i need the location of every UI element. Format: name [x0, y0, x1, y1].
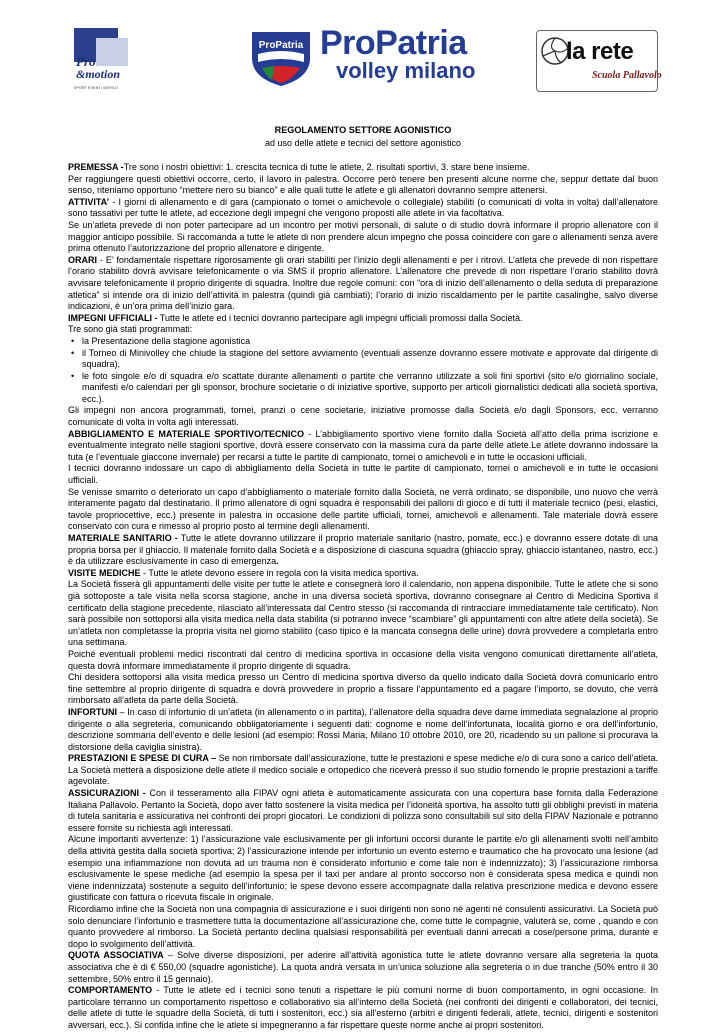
- shield-text: ProPatria: [258, 40, 304, 51]
- la-rete-logo: [536, 28, 660, 94]
- promotion-logo: [74, 28, 128, 94]
- paragraph: Poiché eventuali problemi medici riscontrati dal centro di medicina sportiva in occasione della visita vengono comunicati direttamente all’atleta, questa dovrà informare immediatamente il proprio dirigente di squadra.: [68, 648, 658, 671]
- paragraph-text: - L’abbigliamento sportivo viene fornito dalla Società all’atto della prima iscrizione e eventualmente integrato nelle stagioni sportive, dovrà essere conservato con la massima cura da parte delle atlete.Le atlete dovranno indossare la tuta (e l’eventuale giaccone invernale) per recarsi a tutte le partite di campionato, tornei o amichevoli e in tutte le occasioni ufficiali.: [68, 428, 658, 462]
- paragraph: [68, 950, 658, 985]
- paragraph-text: – Solve diverse disposizioni, per aderire all’attività agonistica tutte le atlete dovranno versare alla segreteria la quota associativa che è di € 550,00 (squadre agonistiche). La quota andrà versata in un’unica soluzione alla segreteria o in due tranche (50% entro il 30 settembre, 50% entro il 15 gennaio).: [68, 950, 658, 984]
- paragraph: La Società fisserà gli appuntamenti delle visite per tutte le atlete e consegnerà loro il calendario, non appena disponibile. Tutte le atlete che si sono già sottoposte a tale visita nella scorsa stagione, anche in una diversa società sportiva, dovranno consegnare al Centro di Medicina Sportiva il certificato della stagione precedente, rilasciato all’interessata dal Centro stesso (si raccomanda di rintracciare immediatamente tale certificato). Non sarà possibile non sottoporsi alla visita medica nella data stabilita (si potranno invece “scambiare” gli appuntamenti con altre atlete della società). Se un’atleta non completasse la propria visita nel giorno stabilito (caso tipico è la mancata consegna delle urine) dovrà provvedere a completarla entro una settimana.: [68, 579, 658, 648]
- paragraph: [68, 985, 658, 1031]
- paragraph: [68, 197, 658, 220]
- bullet-list: [68, 336, 658, 406]
- paragraph: Se venisse smarrito o deteriorato un capo d’abbigliamento o materiale fornito dalla Società, ne verrà ordinato, se disponibile, uno nuovo che verrà interamente pagato dal destinatario. Il primo allenatore di ogni squadra è responsabili dei palloni di gioco e di tutti il materiale tecnico (pesi, elastici, tavole propriocettive, ecc.) presente in palestra in occasione delle partite ufficiali, tornei, amichevoli e allenamenti. Tale materiale dovrà essere conservato con cura e rimesso al proprio posto al termine degli allenamenti.: [68, 486, 658, 532]
- propatria-name: ProPatria: [320, 24, 467, 62]
- logo-bar: [68, 24, 662, 98]
- paragraph-text: - Tutte le atlete ed i tecnici sono tenuti a rispettare le più comuni norme di buon comportamento, in ogni occasione. In particolare terranno un comportamento rispettoso e collaborativo sia all’interno della Società (nei confronti dei dirigenti e collaboratori, dei tecnici, delle atlete di tutte le squadre della Società, di tutti i sostenitori, ecc.) sia all’esterno (arbitri e dirigenti federali, atlete, tecnici, dirigenti e sostenitori avversari, ecc.). Si confida infine che le atlete si impegneranno a far rispettare queste norme anche ai propri sostenitori.: [68, 985, 658, 1030]
- la-rete-subname: Scuola Pallavolo: [592, 70, 662, 81]
- logo-pro-text: Pro: [76, 54, 96, 69]
- propatria-logo: [248, 24, 476, 92]
- document-title: REGOLAMENTO SETTORE AGONISTICO: [274, 125, 452, 135]
- paragraph: [68, 162, 658, 174]
- list-item: • le foto singole e/o di squadra e/o scattate durante allenamenti o partite che verranno utilizzate a soli fini sportivi (sito e/o giornalino sociale, manifesti e/o calendari per gli sponsor, brochure societarie o di iniziative sportive, supporto per articoli giornalistici dedicati alla società sportiva, ecc.).: [82, 371, 658, 406]
- propatria-subname: volley milano: [336, 58, 476, 83]
- paragraph: [68, 753, 658, 788]
- paragraph-text: Se non rimborsate dall’assicurazione, tutte le prestazioni e spese mediche e/o di cura sono a carico dell’atleta. La Società metterà a disposizione delle atlete il medico sociale e ortopedico che riceverà presso il suo studio fornendo le proprie prestazioni a tariffe agevolate.: [68, 753, 658, 787]
- paragraph: [68, 429, 658, 464]
- logo-square-light: [96, 38, 128, 66]
- list-item: • il Torneo di Minivolley che chiude la stagione del settore avviamento (eventuali assenze dovranno essere motivate e approvate dal dirigente di squadra),: [82, 348, 658, 371]
- section-heading: PREMESSA -: [68, 162, 124, 172]
- section-heading: QUOTA ASSOCIATIVA: [68, 950, 164, 961]
- section-heading: ASSICURAZIONI -: [68, 788, 146, 799]
- paragraph: [68, 313, 658, 325]
- section-heading: ORARI: [68, 254, 97, 265]
- section-heading: COMPORTAMENTO: [68, 985, 153, 996]
- paragraph-text: - E’ fondamentale rispettare rigorosamente gli orari stabiliti per l’inizio degli allenamenti e per i ritrovi. L’atleta che prevede di non rispettare l’orario stabilito dovrà avvisare telefonicamente o via SMS il proprio allenatore. L’allenatore che prevede di non rispettare l’orario stabilito dovrà avvisare telefonicamente il proprio dirigente di squadra. Inoltre due regole comuni: con “ora di inizio dell’allenamento o della seduta di preparazione atletica” si intende ora di inizio dell’attività in palestra (quindi già cambiati); l’orario di inizio riscaldamento per le partite casalinghe, salvo diverse indicazioni, è un’ora prima dell’inizio gara.: [68, 254, 658, 312]
- section-heading: ATTIVITA’: [68, 196, 110, 207]
- section-heading: VISITE MEDICHE: [68, 567, 141, 578]
- paragraph-text: Con il tesseramento alla FIPAV ogni atleta è automaticamente assicurata con una copertura base fornita dalla Federazione Italiana Pallavolo. Pertanto la Società, dopo aver fatto sostenere la visita medica per l’idoneità sportiva, ha assolto tutti gli obblighi previsti in materia di tutela sanitaria e assicurativa nei confronti dei propri giocatori. Le condizioni di polizza sono consultabili sul sito della FIPAV Nazionale e potranno essere fornite su richiesta agli interessati.: [68, 788, 659, 833]
- section-heading: MATERIALE SANITARIO -: [68, 533, 178, 543]
- paragraph: Per raggiungere questi obiettivi occorre, certo, il lavoro in palestra. Occorre però tenere ben presenti alcune norme che, seppur dettate dal buon senso, riteniamo opportuno “mettere nero su bianco” e alle quali tutte le atlete e gli allenatori dovranno sempre attenersi.: [68, 173, 658, 196]
- section-heading: PRESTAZIONI E SPESE DI CURA –: [68, 753, 217, 764]
- paragraph: Chi desidera sottoporsi alla visita medica presso un Centro di medicina sportiva diverso da quello indicato dalla Società dovrà comunicarlo entro fine settembre al proprio dirigente di squadra e dovrà provvedere in proprio a fissare l’appuntamento ed a pagare l’importo, se dovuto, che verrà rimborsato all’atleta da parte della Società.: [68, 672, 658, 706]
- paragraph: Tre sono già stati programmati:: [68, 324, 193, 335]
- paragraph-text: - I giorni di allenamento e di gara (campionato o tornei o amichevole o collegiale) stabiliti (o comunicati di volta in volta) dall’allenatore sono tassativi per tutte le atlete, ad eccezione degli impegni che vengono proposti alle atlete in via facoltativa.: [68, 196, 658, 219]
- paragraph-text: - Tutte le atlete devono essere in regola con la visita medica sportiva.: [140, 567, 419, 578]
- paragraph: [68, 707, 658, 753]
- paragraph: I tecnici dovranno indossare un capo di abbigliamento della Società in tutte le partite di campionato, tornei o amichevoli e in tutte le occasioni ufficiali.: [68, 463, 658, 486]
- paragraph: [68, 568, 658, 580]
- paragraph: Se un’atleta prevede di non poter partecipare ad un incontro per motivi personali, di salute o di studio dovrà informare il proprio allenatore con il maggior anticipo possibile. Si raccomanda a tutte le atlete di non prendere alcun impegno che possa coincidere con gare o allenamenti senza avere prima ottenuto l’autorizzazione del proprio allenatore e dirigente.: [68, 219, 658, 254]
- paragraph: Ricordiamo infine che la Società non una compagnia di assicurazione e i suoi dirigenti non sono né agenti né consulenti assicurativi. La Società può solo denunciare l’infortunio e trasmettere tutta la documentazione all’assicurazione che, come tutte le compagnie, valuterà se, come , quando e con quanto provvedere al rimborso. La Società pertanto declina qualsiasi responsabilità per eventuali danni arrecati a cose/persone prima, durante e dopo lo svolgimento dell’attività.: [68, 904, 658, 949]
- shield-icon: [248, 28, 314, 88]
- list-item: • la Presentazione della stagione agonistica: [82, 336, 658, 348]
- section-heading: INFORTUNI: [68, 706, 117, 717]
- section-heading: IMPEGNI UFFICIALI -: [68, 312, 158, 323]
- paragraph-text: Tre sono i nostri obiettivi: 1. crescita tecnica di tutte le atlete, 2. risultati sportivi, 3. stare bene insieme.: [123, 162, 530, 172]
- paragraph-text: Tutte le atlete dovranno utilizzare il proprio materiale sanitario (nastro, pomate, ecc.) e dovranno essere dotate di una propria borsa per il ghiaccio. Il materiale fornito dalla Società e a disposizione di ciascuna squadra (ghiaccio spray, ghiaccio istantaneo, nastro, ecc.) è da utilizzare esclusivamente in caso di emergenza: [68, 533, 658, 567]
- paragraph: [68, 533, 658, 568]
- la-rete-name: la rete: [566, 38, 634, 65]
- paragraph: Alcune importanti avvertenze: 1) l’assicurazione vale esclusivamente per gli infortuni occorsi durante le partite e/o gli allenamenti svolti nell’ambito della attività gestita dalla società sportiva; 2) l’assicurazione intende per infortunio un evento esterno e traumatico che ha provocato una lesione (ad esempio una infiammazione non dovuta ad un trauma non è considerato infortunio e come tale non è indennizzato); 3) l’assicurazione rimborsa esclusivamente le spese mediche (ad esempio la spesa per il taxi per andare al pronto soccorso non è considerata spesa medica e quindi non viene indennizzata) sostenute a seguito dell’infortunio; le spese devono essere accompagnate dalla relativa prescrizione medica e devono essere giustificate con fattura o ricevuta fiscale in originale.: [68, 834, 658, 903]
- section-heading: ABBIGLIAMENTO E MATERIALE SPORTIVO/TECNICO: [68, 428, 304, 439]
- paragraph: Gli impegni non ancora programmati, tornei, pranzi o cene societarie, iniziative promosse dalla Società e/o dagli Sponsors, ecc. verranno comunicate di volta in volta agli interessati.: [68, 405, 658, 428]
- paragraph-text: – In caso di infortunio di un’atleta (in allenamento o in partita), l’allenatore della squadra deve darne immediata segnalazione al proprio dirigente o alla segreteria, comunicando obbligatoriamente i seguenti dati: cognome e nome dell’infortunata, località giorno e ora dell’infortunio, descrizione sommaria dell’evento e delle lesioni (ad esempio: Rossi Maria, Milano 10 ottobre 2010, ore 20, ricadendo su un pallone si procurava la distorsione della caviglia sinistra).: [68, 706, 658, 752]
- document-body: [68, 162, 658, 1032]
- paragraph: [68, 788, 658, 834]
- document-subtitle: ad uso delle atlete e tecnici del settore agonistico: [264, 138, 462, 148]
- paragraph-end: .: [276, 556, 279, 567]
- paragraph-text: Tutte le atlete ed i tecnici dovranno partecipare agli impegni ufficiali promossi dalla Società.: [157, 312, 523, 323]
- paragraph: [68, 255, 658, 313]
- logo-tagline: SPORT EVENTI SERVIZI: [74, 86, 119, 90]
- logo-motion-text: &motion: [76, 67, 121, 81]
